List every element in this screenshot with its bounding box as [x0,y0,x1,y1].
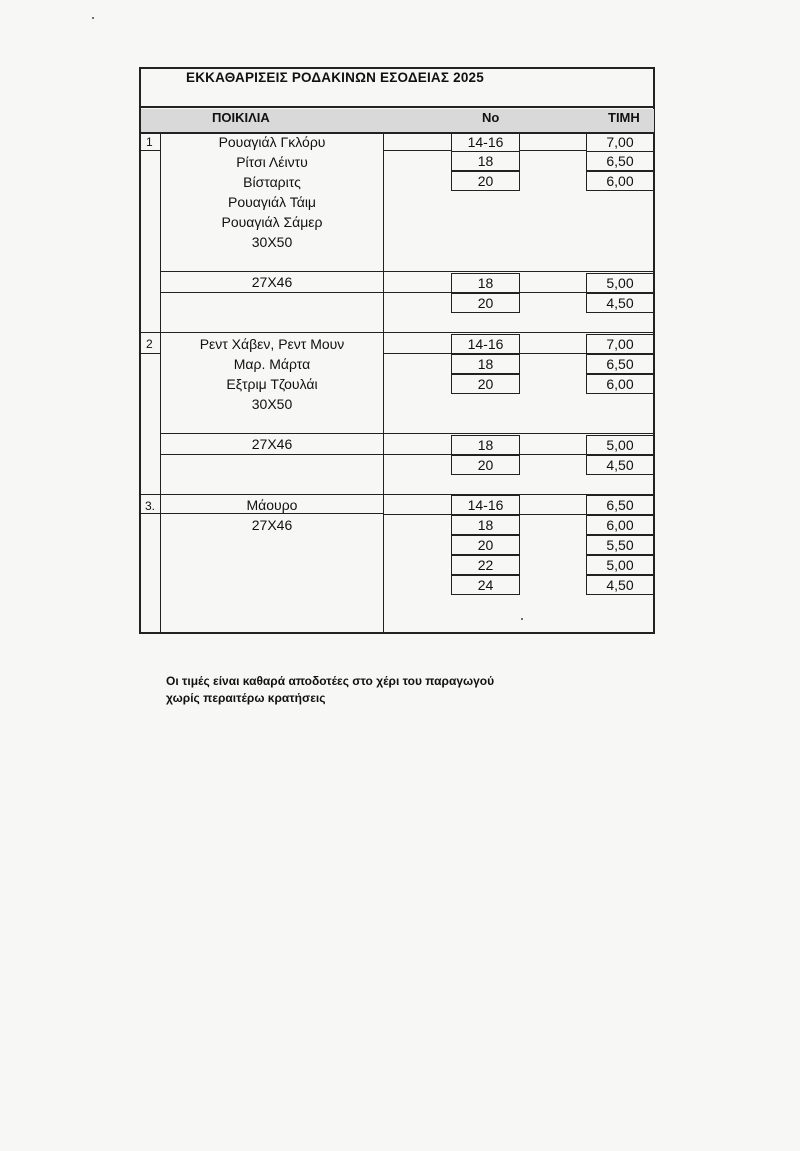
size-cell: 22 [451,555,520,575]
price-cell: 4,50 [586,575,654,595]
group-index: 1 [146,135,153,149]
row-rule [519,292,586,293]
variety-name: Ρουαγιάλ Τάιμ [228,194,316,210]
scan-speck [521,618,523,620]
size-cell: 18 [451,354,520,374]
carton-size: 27Χ46 [251,274,293,290]
document-title: ΕΚΚΑΘΑΡΙΣΕΙΣ ΡΟΔΑΚΙΝΩΝ ΕΣΟΔΕΙΑΣ 2025 [186,70,484,85]
price-cell: 5,00 [586,435,654,455]
footnote-line: Οι τιμές είναι καθαρά αποδοτέες στο χέρι του παραγωγού [166,674,495,688]
header-no: Νο [482,110,500,125]
variety-name: Ρουαγιάλ Γκλόρυ [218,134,326,150]
price-cell: 4,50 [586,293,654,313]
group-index: 2 [146,337,153,351]
variety-name: Ρεντ Χάβεν, Ρεντ Μουν [199,336,345,352]
size-cell: 20 [451,535,520,555]
row-rule [519,150,586,151]
price-cell: 6,50 [586,495,654,515]
size-cell: 14-16 [451,132,520,152]
row-rule [383,514,451,515]
index-column-divider [160,132,161,633]
variety-name: Ρίτσι Λέιντυ [236,154,308,170]
row-rule [141,150,161,151]
row-rule [383,292,451,293]
carton-size: 30Χ50 [251,396,293,412]
variety-name: Βίσταριτς [243,174,301,190]
size-cell: 18 [451,515,520,535]
variety-name: Μάουρο [246,497,298,513]
group-separator [141,494,654,495]
size-cell: 24 [451,575,520,595]
carton-size: 27Χ46 [251,517,293,533]
price-cell: 4,50 [586,455,654,475]
carton-size: 27Χ46 [251,436,293,452]
size-cell: 18 [451,151,520,171]
size-cell: 14-16 [451,334,520,354]
header-variety: ΠΟΙΚΙΛΙΑ [212,110,270,125]
price-cell: 6,50 [586,354,654,374]
row-rule [383,454,451,455]
price-cell: 7,00 [586,132,654,152]
price-cell: 7,00 [586,334,654,354]
row-rule [161,433,654,434]
row-rule [161,292,384,293]
price-cell: 6,00 [586,374,654,394]
price-cell: 5,50 [586,535,654,555]
variety-name: Μαρ. Μάρτα [233,356,311,372]
price-cell: 6,50 [586,151,654,171]
carton-size: 30Χ50 [251,234,293,250]
variety-column-divider [383,132,384,633]
variety-name: Εξτριμ Τζουλάι [226,376,318,392]
row-rule [161,271,654,272]
price-cell: 5,00 [586,273,654,293]
size-cell: 20 [451,374,520,394]
variety-name: Ρουαγιάλ Σάμερ [221,214,323,230]
header-price: ΤΙΜΗ [608,110,640,125]
price-cell: 6,00 [586,515,654,535]
row-rule [519,454,586,455]
footnote-line: χωρίς περαιτέρω κρατήσεις [166,691,326,705]
row-rule [519,353,586,354]
size-cell: 14-16 [451,495,520,515]
size-cell: 20 [451,293,520,313]
row-rule [141,353,161,354]
group-separator [141,332,654,333]
price-cell: 5,00 [586,555,654,575]
size-cell: 20 [451,455,520,475]
scan-speck [92,17,94,19]
row-rule [519,514,586,515]
row-rule [383,353,451,354]
row-rule [161,454,384,455]
size-cell: 18 [451,435,520,455]
price-cell: 6,00 [586,171,654,191]
row-rule [383,150,451,151]
size-cell: 18 [451,273,520,293]
title-divider [141,106,654,108]
group-index: 3. [145,499,156,513]
size-cell: 20 [451,171,520,191]
